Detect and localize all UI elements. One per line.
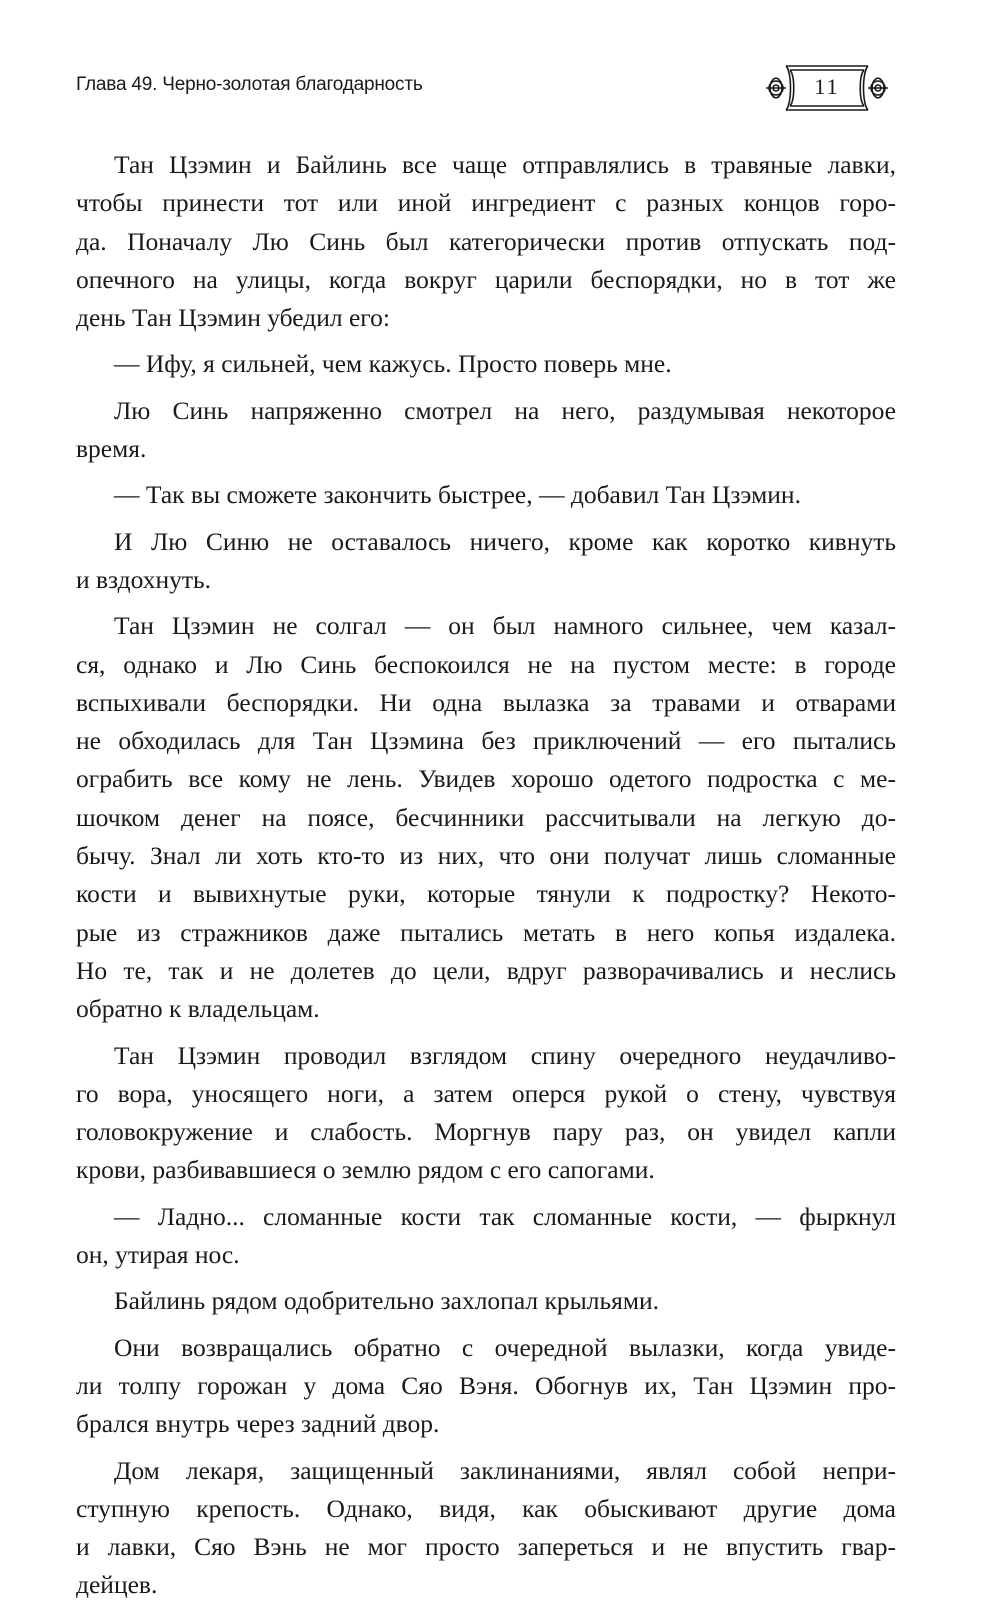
paragraph	[76, 1452, 896, 1605]
paragraph	[76, 345, 896, 383]
text-line: И Лю Синю не оставалось ничего, кроме как коротко кивнуть	[114, 526, 896, 556]
text-line: брался внутрь через задний двор.	[76, 1409, 440, 1439]
text-line: кости и вывихнутые руки, которые тянули к подростку? Некото-	[76, 879, 896, 909]
paragraph	[76, 392, 896, 469]
text-line: — Ифу, я сильней, чем кажусь. Просто поверь мне.	[114, 349, 672, 379]
text-line: Тан Цзэмин не солгал — он был намного сильнее, чем казал-	[114, 611, 896, 641]
text-line: не обходилась для Тан Цзэмина без приключений — его пытались	[76, 726, 896, 756]
text-line: крови, разбивавшиеся о землю рядом с его сапогами.	[76, 1155, 655, 1185]
paragraph	[76, 1037, 896, 1190]
text-line: головокружение и слабость. Моргнув пару раз, он увидел капли	[76, 1117, 896, 1147]
paragraph	[76, 523, 896, 600]
text-line: Тан Цзэмин и Байлинь все чаще отправлялись в травяные лавки,	[114, 150, 896, 179]
text-line: ступную крепость. Однако, видя, как обыскивают другие дома	[76, 1493, 896, 1523]
text-line: чтобы принести тот или иной ингредиент с разных концов горо-	[76, 188, 896, 218]
text-line: Но те, так и не долетев до цели, вдруг разворачивались и неслись	[76, 955, 896, 985]
text-line: Они возвращались обратно с очередной вылазки, когда увиде-	[114, 1332, 896, 1362]
text-line: время.	[76, 434, 147, 464]
text-line: и лавки, Сяо Вэнь не мог просто запереться и не впустить гвар-	[76, 1532, 896, 1562]
text-line: — Так вы сможете закончить быстрее, — добавил Тан Цзэмин.	[114, 480, 801, 510]
text-line: го вора, уносящего ноги, а затем оперся рукой о стену, чувствуя	[76, 1078, 896, 1108]
page-number-ornament	[762, 58, 892, 118]
paragraph-gap	[76, 1029, 896, 1037]
paragraph-gap	[76, 468, 896, 476]
text-line: ли толпу горожан у дома Сяо Вэня. Обогнув их, Тан Цзэмин про-	[76, 1370, 896, 1400]
paragraph-gap	[76, 1444, 896, 1452]
text-line: ограбить все кому не лень. Увидев хорошо одетого подростка с ме-	[76, 764, 896, 794]
paragraph	[76, 1329, 896, 1444]
running-head: Глава 49. Черно-золотая благодарность	[76, 74, 423, 95]
paragraph	[76, 146, 896, 337]
text-line: и вздохнуть.	[76, 564, 212, 594]
text-line: опечного на улицы, когда вокруг царили беспорядки, но в тот же	[76, 264, 896, 294]
page-number: 11	[814, 74, 840, 99]
paragraph-gap	[76, 515, 896, 523]
text-line: шочком денег на поясе, бесчинники рассчитывали на легкую до-	[76, 802, 896, 832]
text-line: дейцев.	[76, 1570, 158, 1600]
text-line: да. Поначалу Лю Синь был категорически против отпускать под-	[76, 226, 896, 256]
text-line: вспыхивали беспорядки. Ни одна вылазка за травами и отварами	[76, 687, 896, 717]
text-line: он, утирая нос.	[76, 1240, 240, 1270]
text-line: — Ладно... сломанные кости так сломанные кости, — фыркнул	[114, 1201, 896, 1231]
paragraph	[76, 476, 896, 514]
paragraph-gap	[76, 384, 896, 392]
paragraph-gap	[76, 599, 896, 607]
text-line: обратно к владельцам.	[76, 994, 320, 1024]
paragraph-gap	[76, 1321, 896, 1329]
paragraph	[76, 1198, 896, 1275]
text-line: Дом лекаря, защищенный заклинаниями, являл собой непри-	[114, 1455, 896, 1485]
text-line: Байлинь рядом одобрительно захлопал крыльями.	[114, 1286, 659, 1316]
paragraph-gap	[76, 1190, 896, 1198]
paragraph-gap	[76, 337, 896, 345]
text-line: день Тан Цзэмин убедил его:	[76, 303, 390, 333]
paragraph-gap	[76, 1274, 896, 1282]
text-line: бычу. Знал ли хоть кто-то из них, что они получат лишь сломанные	[76, 841, 896, 871]
body-text	[76, 146, 896, 1605]
paragraph	[76, 607, 896, 1028]
text-line: ся, однако и Лю Синь беспокоился не на пустом месте: в городе	[76, 649, 896, 679]
text-line: рые из стражников даже пытались метать в него копья издалека.	[76, 917, 896, 947]
paragraph	[76, 1282, 896, 1320]
text-line: Тан Цзэмин проводил взглядом спину очередного неудачливо-	[114, 1040, 896, 1070]
text-line: Лю Синь напряженно смотрел на него, раздумывая некоторое	[114, 395, 896, 425]
